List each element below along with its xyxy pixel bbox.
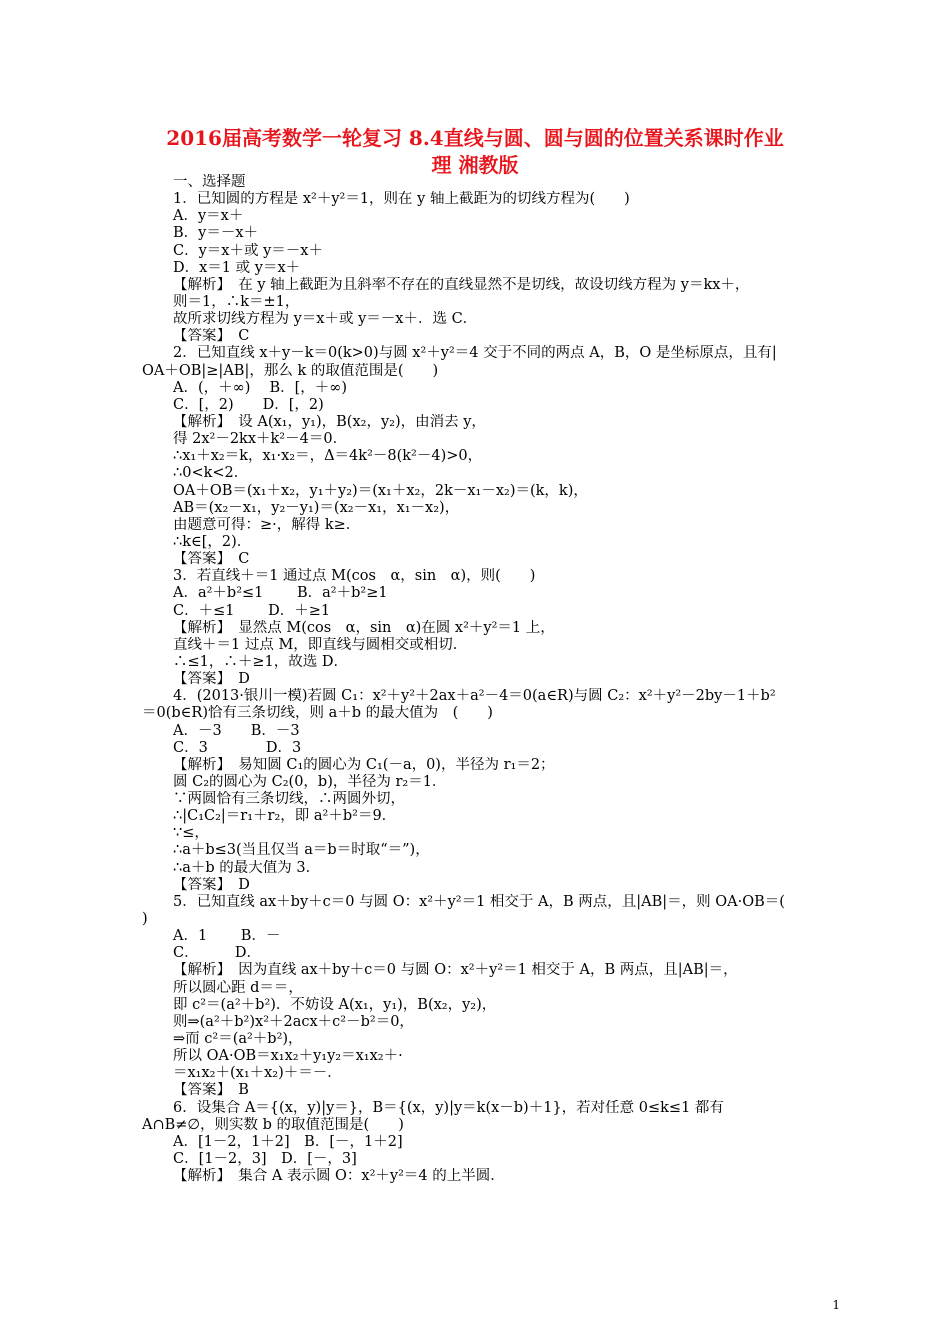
text-line: ∴0<k<2． [173, 465, 249, 482]
text-line: ∵≤， [173, 825, 209, 842]
text-line: ＝x₁x₂＋(x₁＋x₂)＋＝－． [173, 1065, 342, 1082]
text-line: 所以 OA·OB＝x₁x₂＋y₁y₂＝x₁x₂＋· [173, 1048, 403, 1065]
text-line: ) [142, 911, 148, 928]
text-line: OA＋OB|≥|AB|，那么 k 的取值范围是( ) [142, 362, 439, 379]
text-line: 1．已知圆的方程是 x²＋y²＝1，则在 y 轴上截距为的切线方程为( ) [173, 191, 630, 208]
text-line: 6．设集合 A＝{(x，y)|y＝}，B＝{(x，y)|y＝k(x－b)＋1}，若对任意 0≤k≤1 都有 [173, 1099, 724, 1116]
text-line: A．[1－2，1＋2] B．[－，1＋2] [173, 1133, 403, 1150]
text-line: ∵两圆恰有三条切线，∴两圆外切， [173, 791, 405, 808]
text-line: 【解析】 因为直线 ax＋by＋c＝0 与圆 O：x²＋y²＝1 相交于 A，B 两点，且|AB|＝， [173, 962, 738, 979]
text-line: 【答案】 C [173, 551, 250, 568]
text-line: C．[，2) D．[，2) [173, 396, 324, 413]
text-line: OA＋OB＝(x₁＋x₂，y₁＋y₂)＝(x₁＋x₂，2k－x₁－x₂)＝(k，k)， [173, 482, 588, 499]
text-line: 2．已知直线 x＋y－k＝0(k>0)与圆 x²＋y²＝4 交于不同的两点 A，B，O 是坐标原点，且有| [173, 345, 777, 362]
text-line: A∩B≠∅，则实数 b 的取值范围是( ) [142, 1116, 404, 1133]
text-line: 3．若直线＋＝1 通过点 M(cos α，sin α)，则( ) [173, 568, 536, 585]
text-line: B．y＝－x＋ [173, 225, 259, 242]
page-number: 1 [832, 1298, 840, 1312]
text-line: C．＋≤1 D．＋≥1 [173, 602, 331, 619]
text-line: A．y＝x＋ [173, 208, 244, 225]
text-line: 【答案】 C [173, 328, 250, 345]
text-line: D．x＝1 或 y＝x＋ [173, 259, 301, 276]
text-line: 【解析】 在 y 轴上截距为且斜率不存在的直线显然不是切线，故设切线方程为 y＝kx＋， [173, 276, 750, 293]
text-line: 即 c²＝(a²＋b²)．不妨设 A(x₁，y₁)，B(x₂，y₂)， [173, 996, 497, 1013]
text-line: ∴≤1，∴＋≥1，故选 D． [173, 653, 348, 670]
text-line: C．[1－2，3] D．[－，3] [173, 1151, 357, 1168]
text-line: ∴a＋b≤3(当且仅当 a＝b＝时取“＝”)， [173, 842, 430, 859]
text-line: 【解析】 显然点 M(cos α，sin α)在圆 x²＋y²＝1 上， [173, 619, 555, 636]
title-line-1: 2016届高考数学一轮复习 8.4直线与圆、圆与圆的位置关系课时作业 [166, 126, 784, 150]
text-line: A．1 B．－ [173, 928, 281, 945]
text-line: 【答案】 D [173, 671, 250, 688]
text-line: 圆 C₂的圆心为 C₂(0，b)，半径为 r₂＝1． [173, 773, 447, 790]
text-line: 【解析】 设 A(x₁，y₁)，B(x₂，y₂)，由消去 y， [173, 413, 486, 430]
text-line: 则⇒(a²＋b²)x²＋2acx＋c²－b²＝0， [173, 1013, 414, 1030]
text-line: ∴k∈[，2)． [173, 533, 252, 550]
title-line-2: 理 湘教版 [431, 153, 519, 177]
text-line: 得 2x²－2kx＋k²－4＝0． [173, 431, 348, 448]
text-line: ∴a＋b 的最大值为 3． [173, 859, 321, 876]
text-line: 【答案】 B [173, 1082, 249, 1099]
text-line: C．3 D．3 [173, 739, 302, 756]
text-line: 直线＋＝1 过点 M，即直线与圆相交或相切． [173, 636, 468, 653]
document-body [142, 174, 814, 1185]
text-line: AB＝(x₂－x₁，y₂－y₁)＝(x₂－x₁，x₁－x₂)， [173, 499, 460, 516]
document-title [120, 125, 830, 179]
text-line: C． D． [173, 945, 261, 962]
text-line: A．a²＋b²≤1 B．a²＋b²≥1 [173, 585, 388, 602]
text-line: 【答案】 D [173, 876, 250, 893]
text-line: ＝0(b∈R)恰有三条切线，则 a＋b 的最大值为 ( ) [142, 705, 493, 722]
text-line: 则＝1，∴k＝±1， [173, 293, 300, 310]
text-line: 【解析】 易知圆 C₁的圆心为 C₁(－a，0)，半径为 r₁＝2； [173, 756, 555, 773]
text-line: 所以圆心距 d＝＝， [173, 979, 303, 996]
text-line: ∴|C₁C₂|＝r₁＋r₂，即 a²＋b²＝9． [173, 808, 397, 825]
text-line: 由题意可得：≥·，解得 k≥． [173, 516, 361, 533]
text-line: ∴x₁＋x₂＝k，x₁·x₂＝，Δ＝4k²－8(k²－4)>0， [173, 448, 483, 465]
text-line: A．(，＋∞) B．[，＋∞) [173, 379, 348, 396]
text-line: 一、选择题 [173, 174, 246, 190]
text-line: 4．(2013·银川一模)若圆 C₁：x²＋y²＋2ax＋a²－4＝0(a∈R)与圆 C₂：x²＋y²－2by－1＋b² [173, 688, 776, 705]
text-line: 【解析】 集合 A 表示圆 O：x²＋y²＝4 的上半圆． [173, 1168, 505, 1185]
text-line: C．y＝x＋或 y＝－x＋ [173, 242, 323, 259]
text-line: ⇒而 c²＝(a²＋b²)， [173, 1031, 303, 1048]
text-line: A．－3 B．－3 [173, 722, 300, 739]
text-line: 故所求切线方程为 y＝x＋或 y＝－x＋．选 C． [173, 311, 478, 328]
text-line: 5．已知直线 ax＋by＋c＝0 与圆 O：x²＋y²＝1 相交于 A，B 两点，且|AB|＝，则 OA·OB＝( [173, 893, 785, 910]
